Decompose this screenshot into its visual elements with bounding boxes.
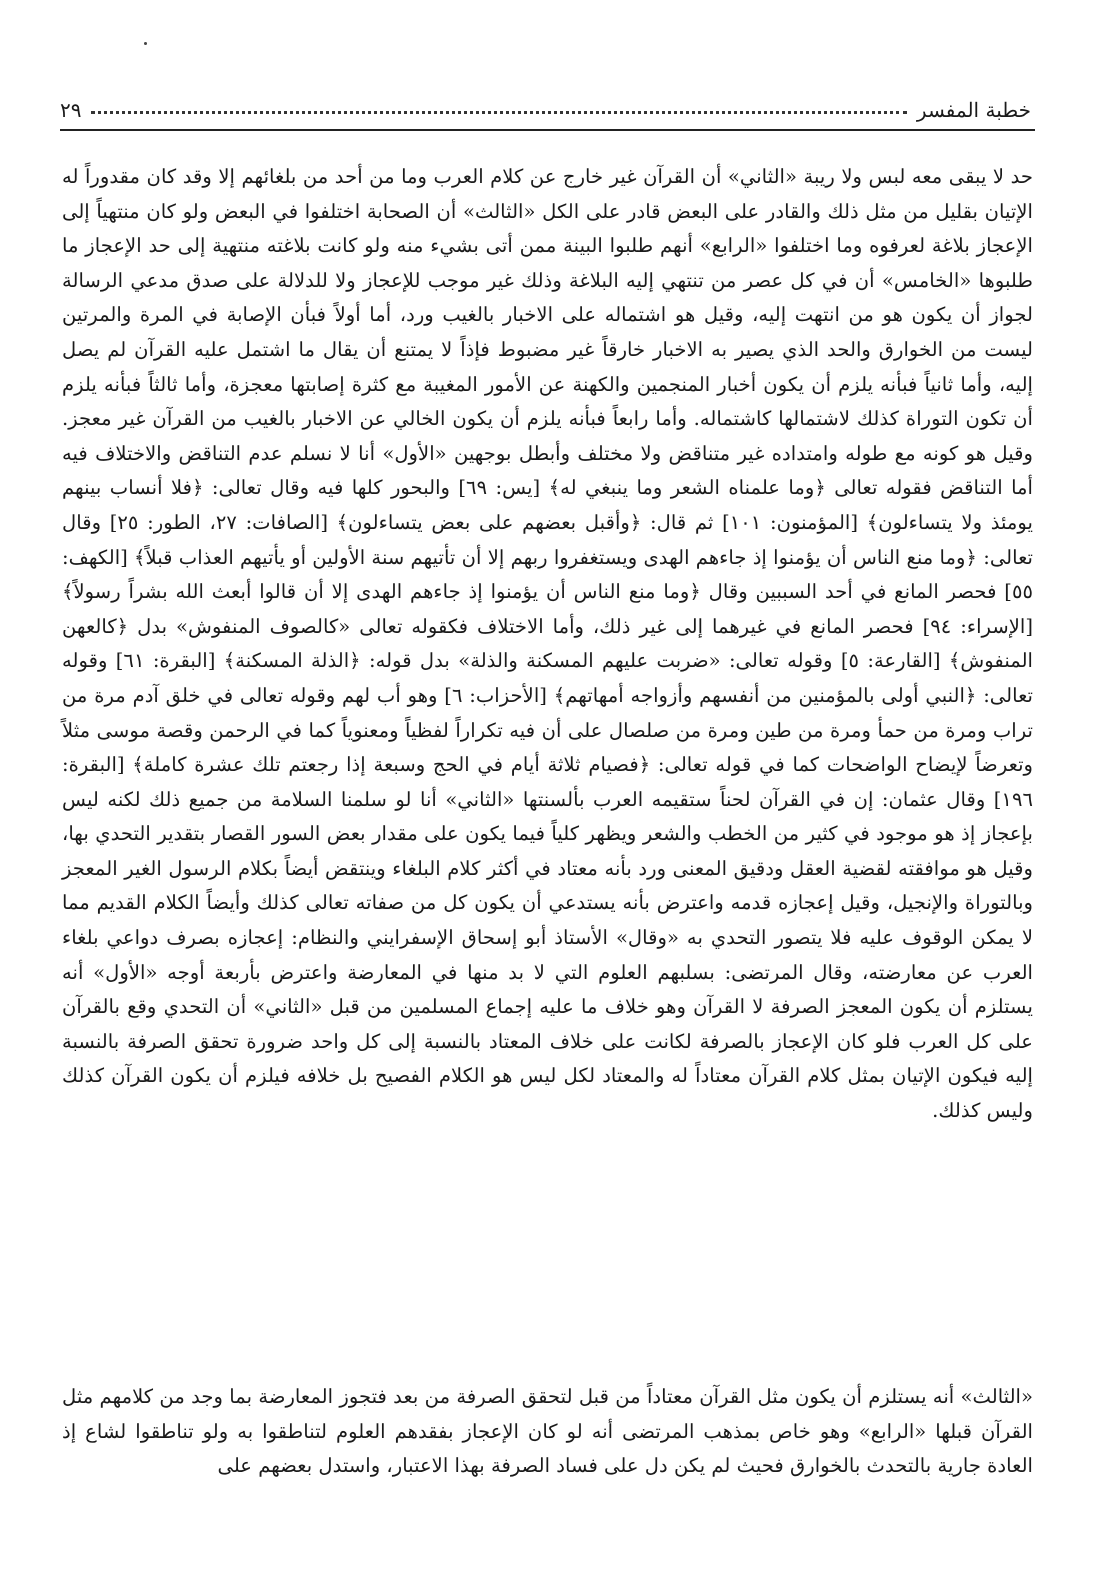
body-paragraph-1: حد لا يبقى معه لبس ولا ريبة «الثاني» أن القرآن غير خارج عن كلام العرب وما من أحد من بلغائهم إلا وقد كان مقدوراً له الإتيان بقليل من مثل ذلك والقادر على البعض قادر على الكل «الثالث» أن الصحابة اختلفوا في البعض ولو كان منتهياً إلى الإعجاز بلاغة لعرفوه وما اختلفوا «الرابع» أنهم طلبوا البينة ممن أتى بشيء منه ولو كانت بلاغته منتهية إلى حد الإعجاز ما طلبوها «الخامس» أن في كل عصر من تنتهي إليه البلاغة وذلك غير موجب للإعجاز ولا للدلالة على صدق مدعي الرسالة لجواز أن يكون هو من انتهت إليه، وقيل هو اشتماله على الاخبار بالغيب ورد، أما أولاً فبأن الإصابة في المرة والمرتين ليست من الخوارق والحد الذي يصير به الاخبار خارقاً غير مضبوط فإذاً لا يمتنع أن يقال ما اشتمل عليه القرآن لم يصل إليه، وأما ثانياً فبأنه يلزم أن يكون أخبار المنجمين والكهنة عن الأمور المغيبة مع كثرة إصابتها معجزة، وأما ثالثاً فبأنه يلزم أن تكون التوراة كذلك لاشتمالها كاشتماله. وأما رابعاً فبأنه يلزم أن يكون الخالي عن الاخبار بالغيب من القرآن غير معجز. وقيل هو كونه مع طوله وامتداده غير متناقض ولا مختلف وأبطل بوجهين «الأول» أنا لا نسلم عدم التناقض والاختلاف فيه أما التناقض فقوله تعالى ﴿وما علمناه الشعر وما ينبغي له﴾ [يس: ٦٩] والبحور كلها فيه وقال تعالى: ﴿فلا أنساب بينهم يومئذ ولا يتساءلون﴾ [المؤمنون: ١٠١] ثم قال: ﴿وأقبل بعضهم على بعض يتساءلون﴾ [الصافات: ٢٧، الطور: ٢٥] وقال تعالى: ﴿وما منع الناس أن يؤمنوا إذ جاءهم الهدى ويستغفروا ربهم إلا أن تأتيهم سنة الأولين أو يأتيهم العذاب قبلاً﴾ [الكهف: ٥٥] فحصر المانع في أحد السببين وقال ﴿وما منع الناس أن يؤمنوا إذ جاءهم الهدى إلا أن قالوا أبعث الله بشراً رسولاً﴾ [الإسراء: ٩٤] فحصر المانع في غيرهما إلى غير ذلك، وأما الاختلاف فكقوله تعالى «كالصوف المنفوش» بدل ﴿كالعهن المنفوش﴾ [القارعة: ٥] وقوله تعالى: «ضربت عليهم المسكنة والذلة» بدل قوله: ﴿الذلة المسكنة﴾ [البقرة: ٦١] وقوله تعالى: ﴿النبي أولى بالمؤمنين من أنفسهم وأزواجه أمهاتهم﴾ [الأحزاب: ٦] وهو أب لهم وقوله تعالى في خلق آدم مرة من تراب ومرة من حمأ ومرة من طين ومرة من صلصال على أن فيه تكراراً لفظياً ومعنوياً كما في الرحمن وقصة موسى مثلاً وتعرضاً لإيضاح الواضحات كما في قوله تعالى: ﴿فصيام ثلاثة أيام في الحج وسبعة إذا رجعتم تلك عشرة كاملة﴾ [البقرة: ١٩٦] وقال عثمان: إن في القرآن لحناً ستقيمه العرب بألسنتها «الثاني» أنا لو سلمنا السلامة من جميع ذلك لكنه ليس بإعجاز إذ هو موجود في كثير من الخطب والشعر ويظهر كلياً فيما يكون على مقدار بعض السور القصار بتقدير التحدي بها، وقيل هو موافقته لقضية العقل ودقيق المعنى ورد بأنه معتاد في أكثر كلام البلغاء وينتقض أيضاً بكلام الرسول الغير المعجز وبالتوراة والإنجيل، وقيل إعجازه قدمه واعترض بأنه يستدعي أن يكون كل من صفاته تعالى كذلك وأيضاً الكلام القديم مما لا يمكن الوقوف عليه فلا يتصور التحدي به «وقال» الأستاذ أبو إسحاق الإسفرايني والنظام: إعجازه بصرف دواعي بلغاء العرب عن معارضته، وقال المرتضى: بسلبهم العلوم التي لا بد منها في المعارضة واعترض بأربعة أوجه «الأول» أنه يستلزم أن يكون المعجز الصرفة لا القرآن وهو خلاف ما عليه إجماع المسلمين من قبل «الثاني» أن التحدي وقع بالقرآن على كل العرب فلو كان الإعجاز بالصرفة لكانت على خلاف المعتاد بالنسبة إلى كل واحد ضرورة تحقق الصرفة بالنسبة إليه فيكون الإتيان بمثل كلام القرآن معتاداً له والمعتاد لكل ليس هو الكلام الفصيح بل خلافه فيلزم أن يكون القرآن كذلك وليس كذلك. (62, 165, 1034, 1123)
stray-dot (144, 42, 147, 45)
page-number: ٢٩ (60, 98, 82, 122)
header-title: خطبة المفسر (916, 98, 1031, 122)
header-rule (60, 129, 1035, 131)
running-header (60, 82, 1031, 122)
body-paragraph-2: «الثالث» أنه يستلزم أن يكون مثل القرآن معتاداً من قبل لتحقق الصرفة من بعد فتجوز المعارضة بما وجد من كلامهم مثل القرآن قبلها «الرابع» وهو خاص بمذهب المرتضى أنه لو كان الإعجاز بفقدهم العلوم لتناطقوا به ولو تناطقوا لشاع إذ العادة جارية بالتحدث بالخوارق فحيث لم يكن دل على فساد الصرفة بهذا الاعتبار، واستدل بعضهم على (62, 1385, 1033, 1478)
dot-leader (91, 110, 906, 114)
